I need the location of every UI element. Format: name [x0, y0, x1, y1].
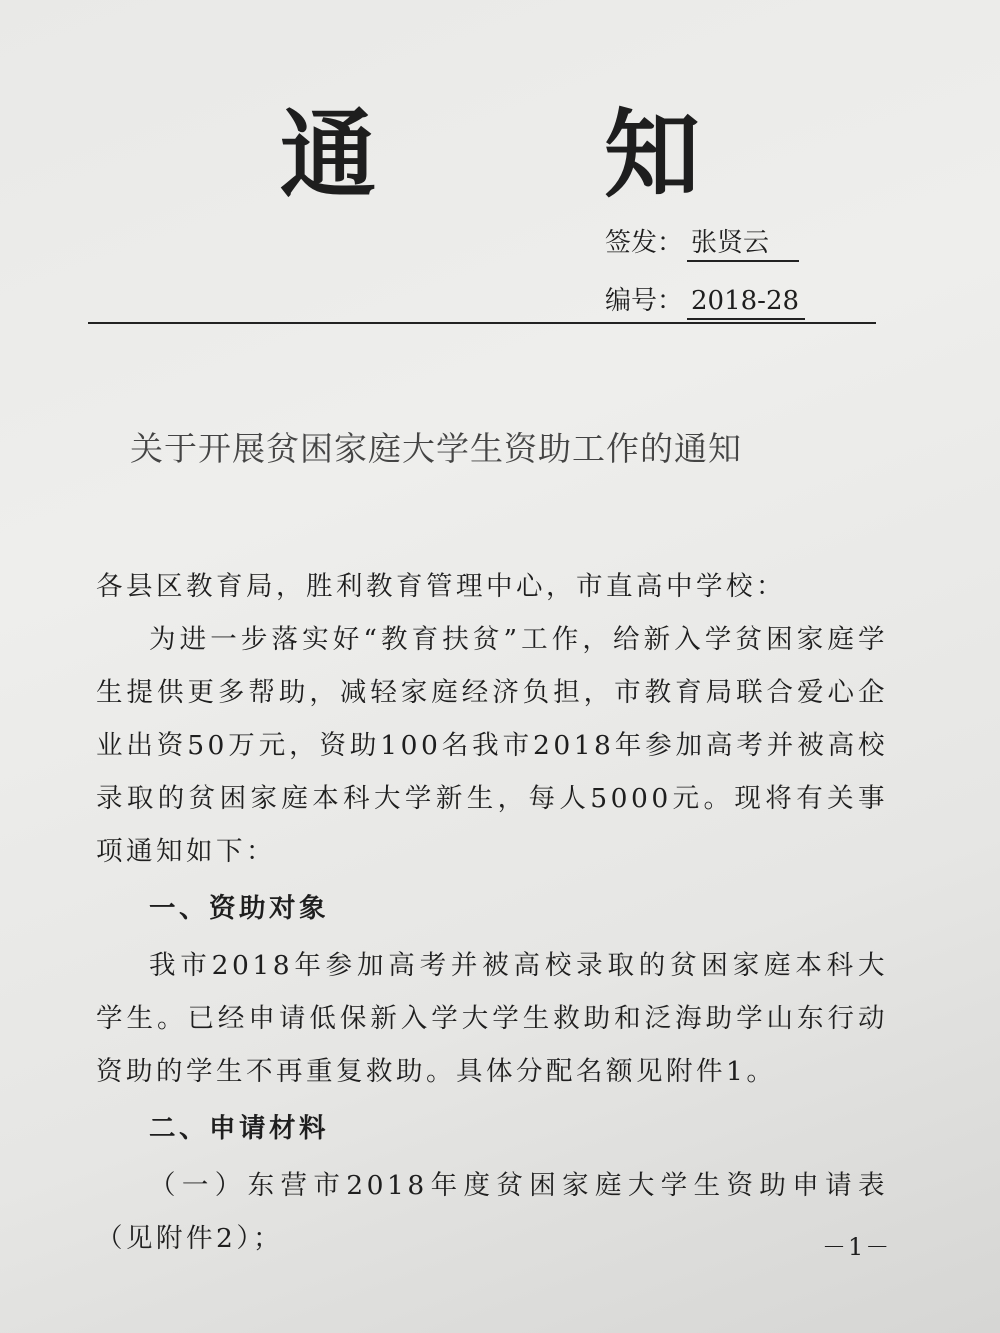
document-number-label: 编号：	[605, 286, 684, 316]
page-number: －1－	[822, 1233, 892, 1261]
intro-paragraph: 为进一步落实好“教育扶贫”工作，给新入学贫困家庭学生提供更多帮助，减轻家庭经济负担，市教育局联合爱心企业出资50万元，资助100名我市2018年参加高考并被高校录取的贫困家庭本科大学新生，每人5000元。现将有关事项通知如下：	[96, 624, 888, 867]
header-divider	[88, 322, 876, 324]
document-body	[96, 560, 888, 1265]
title-char-1: 通	[280, 99, 376, 211]
section-heading-2: 二、申请材料	[149, 1113, 329, 1144]
signer-label: 签发：	[605, 228, 684, 258]
section-paragraph-2: （一）东营市2018年度贫困家庭大学生资助申请表（见附件2）；	[96, 1170, 888, 1254]
section-heading-1: 一、资助对象	[149, 893, 329, 924]
section-paragraph-1: 我市2018年参加高考并被高校录取的贫困家庭本科大学生。已经申请低保新入学大学生救助和泛海助学山东行动资助的学生不再重复救助。具体分配名额见附件1。	[96, 950, 888, 1087]
addressee: 各县区教育局，胜利教育管理中心，市直高中学校：	[96, 571, 786, 602]
document-number-row	[605, 284, 805, 320]
subject-line: 关于开展贫困家庭大学生资助工作的通知	[130, 429, 742, 468]
title-char-2: 知	[604, 99, 700, 211]
signer-row	[605, 226, 799, 262]
signer-value: 张贤云	[687, 226, 799, 262]
document-number-value: 2018-28	[687, 284, 805, 320]
document-title	[280, 100, 700, 210]
